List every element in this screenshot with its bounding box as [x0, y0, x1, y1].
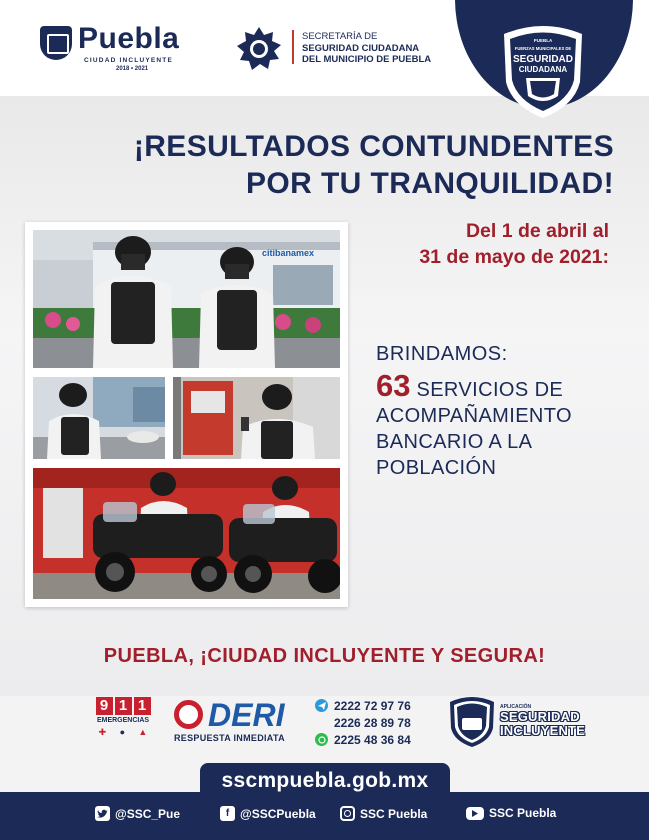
- headline: [54, 128, 614, 202]
- deri-word: DERI: [208, 697, 285, 733]
- intro-text: BRINDAMOS:: [376, 343, 508, 365]
- app-line2: INCLUYENTE: [500, 723, 586, 738]
- telegram-icon: [315, 699, 328, 712]
- puebla-logo-word: Puebla: [78, 22, 180, 55]
- emergency-icons: [92, 727, 154, 738]
- services-line4: POBLACIÓN: [376, 457, 497, 479]
- instagram-icon: [340, 806, 355, 821]
- phone-row: [315, 731, 435, 748]
- date-range-line1: Del 1 de abril al: [465, 220, 609, 242]
- social-twitter[interactable]: [95, 806, 180, 821]
- bank-sign: citibanamex: [261, 248, 315, 258]
- secretaria-line3: DEL MUNICIPIO DE PUEBLA: [302, 54, 432, 65]
- social-instagram[interactable]: [340, 806, 427, 821]
- phone-row: [315, 714, 435, 731]
- services-line1: SERVICIOS DE: [416, 379, 564, 401]
- phone-row: [315, 697, 435, 714]
- services-text: [376, 368, 626, 481]
- secretaria-line1: SECRETARÍA DE: [302, 31, 378, 42]
- digit-9: 9: [96, 697, 113, 715]
- header-divider: [292, 30, 294, 64]
- social-youtube[interactable]: [466, 806, 556, 820]
- youtube-handle: SSC Puebla: [489, 806, 557, 820]
- badge-line1-text: SEGURIDAD: [512, 54, 574, 65]
- app-line1: SEGURIDAD: [500, 709, 580, 724]
- digit-1b: 1: [134, 697, 151, 715]
- puebla-logo: [40, 22, 210, 74]
- phone-number[interactable]: 2225 48 36 84: [334, 732, 411, 747]
- app-label: APLICACIÓN: [500, 704, 532, 710]
- deri-ring-icon: [174, 700, 203, 729]
- social-facebook[interactable]: [220, 806, 316, 821]
- facebook-icon: f: [220, 806, 235, 821]
- services-line2: ACOMPAÑAMIENTO: [376, 405, 572, 427]
- police-icon: ●: [119, 727, 126, 737]
- phone-number[interactable]: 2222 72 97 76: [334, 698, 411, 713]
- phone-spacer: [315, 716, 328, 729]
- police-star-icon: [236, 26, 282, 72]
- phone-list: [315, 697, 435, 748]
- digit-1a: 1: [115, 697, 132, 715]
- deri-subtitle: RESPUESTA INMEDIATA: [174, 733, 285, 743]
- photo-collage: [25, 222, 348, 607]
- services-line3: BANCARIO A LA: [376, 431, 533, 453]
- photo-officer-street: [33, 377, 165, 459]
- date-range: [349, 218, 609, 270]
- fire-icon: ▲: [138, 727, 148, 737]
- twitter-icon: [95, 806, 110, 821]
- emergency-911-logo: [92, 697, 154, 747]
- youtube-icon: [466, 807, 484, 820]
- app-name: [500, 704, 610, 738]
- instagram-handle: SSC Puebla: [360, 806, 428, 821]
- deri-logo: [172, 697, 312, 745]
- secretaria-line2: SEGURIDAD CIUDADANA: [302, 42, 420, 54]
- puebla-logo-years: 2018 • 2021: [116, 66, 149, 72]
- twitter-handle: @SSC_Pue: [115, 806, 181, 821]
- photo-officer-atm: [173, 377, 340, 459]
- services-count: 63: [376, 368, 411, 403]
- cross-icon: ✚: [98, 727, 107, 737]
- badge-top-text: PUEBLA: [533, 38, 553, 43]
- whatsapp-icon: [315, 733, 328, 746]
- date-range-line2: 31 de mayo de 2021:: [419, 246, 609, 268]
- puebla-logo-subtitle: CIUDAD INCLUYENTE: [84, 57, 174, 64]
- emergency-label: EMERGENCIAS: [96, 717, 150, 724]
- facebook-handle: @SSCPuebla: [240, 806, 316, 821]
- photo-officers-motorcycles: [33, 468, 340, 599]
- headline-line1: ¡RESULTADOS CONTUNDENTES: [133, 130, 614, 163]
- shield-icon: [40, 26, 72, 60]
- phone-number[interactable]: 2226 28 89 78: [334, 715, 411, 730]
- secretaria-title: [302, 31, 462, 66]
- badge-middle-text: FUERZAS MUNICIPALES DE: [514, 46, 572, 51]
- tagline: PUEBLA, ¡CIUDAD INCLUYENTE Y SEGURA!: [103, 645, 546, 667]
- ssc-badge-icon: [494, 20, 592, 120]
- headline-line2: POR TU TRANQUILIDAD!: [246, 167, 614, 200]
- website-url[interactable]: sscmpuebla.gob.mx: [200, 763, 450, 799]
- photo-officers-bank: [33, 230, 340, 368]
- badge-line2-text: CIUDADANA: [518, 65, 568, 74]
- app-badge-icon: [446, 694, 498, 748]
